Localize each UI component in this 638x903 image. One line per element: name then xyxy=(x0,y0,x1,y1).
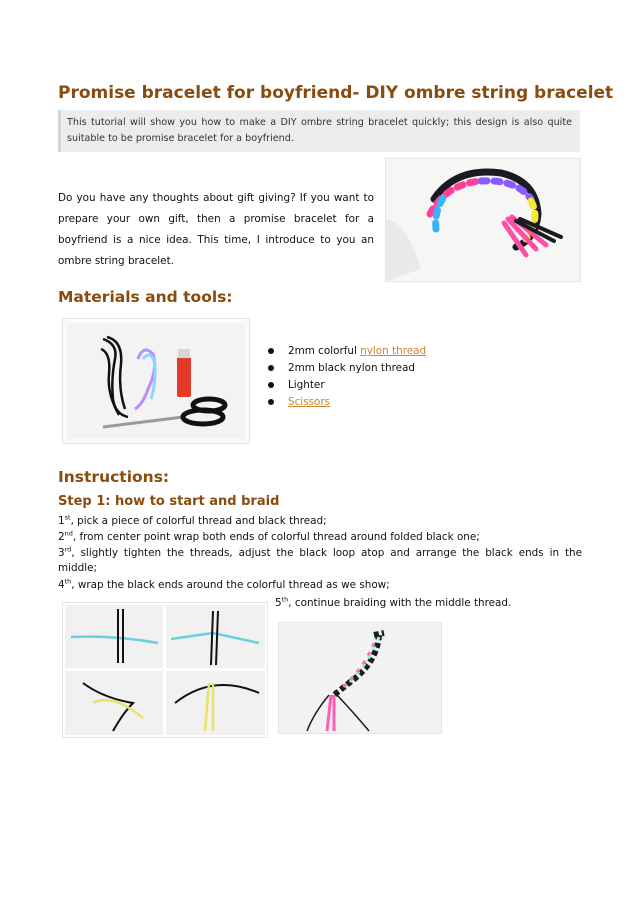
step-line-4: 4th, wrap the black ends around the colorful thread as we show; xyxy=(58,577,390,591)
list-item: Lighter xyxy=(268,377,426,394)
bracelet-photo xyxy=(385,158,581,282)
intro-box: This tutorial will show you how to make a DIY ombre string bracelet quickly; this design is also quite suitable to be promise bracelet for a boyfriend. xyxy=(58,110,580,152)
step1-heading: Step 1: how to start and braid xyxy=(58,494,280,509)
scissors-link[interactable]: Scissors xyxy=(288,396,331,408)
intro-paragraph: Do you have any thoughts about gift giving? If you want to prepare your own gift, then a promise bracelet for a boyfriend is a nice idea. This time, I introduce to you an ombre string bracelet. xyxy=(58,192,374,267)
instructions-heading: Instructions: xyxy=(58,468,170,486)
step-line-3: 3rd, slightly tighten the threads, adjust the black loop atop and arrange the black ends in the middle; xyxy=(58,545,582,574)
list-item xyxy=(268,394,426,411)
page-title: Promise bracelet for boyfriend- DIY ombre string bracelet xyxy=(58,83,614,103)
materials-list xyxy=(268,343,426,411)
step5-photo xyxy=(278,622,442,734)
materials-heading: Materials and tools: xyxy=(58,288,233,306)
nylon-thread-link[interactable]: nylon thread xyxy=(360,345,427,357)
list-item: 2mm colorful nylon thread xyxy=(268,343,426,360)
step-line-5: 5th, continue braiding with the middle thread. xyxy=(275,595,512,609)
list-item: 2mm black nylon thread xyxy=(268,360,426,377)
step-line-1: 1st, pick a piece of colorful thread and black thread; xyxy=(58,513,327,527)
step-line-2: 2nd, from center point wrap both ends of colorful thread around folded black one; xyxy=(58,529,480,543)
materials-photo xyxy=(62,318,250,444)
step-photos-grid xyxy=(62,602,268,738)
